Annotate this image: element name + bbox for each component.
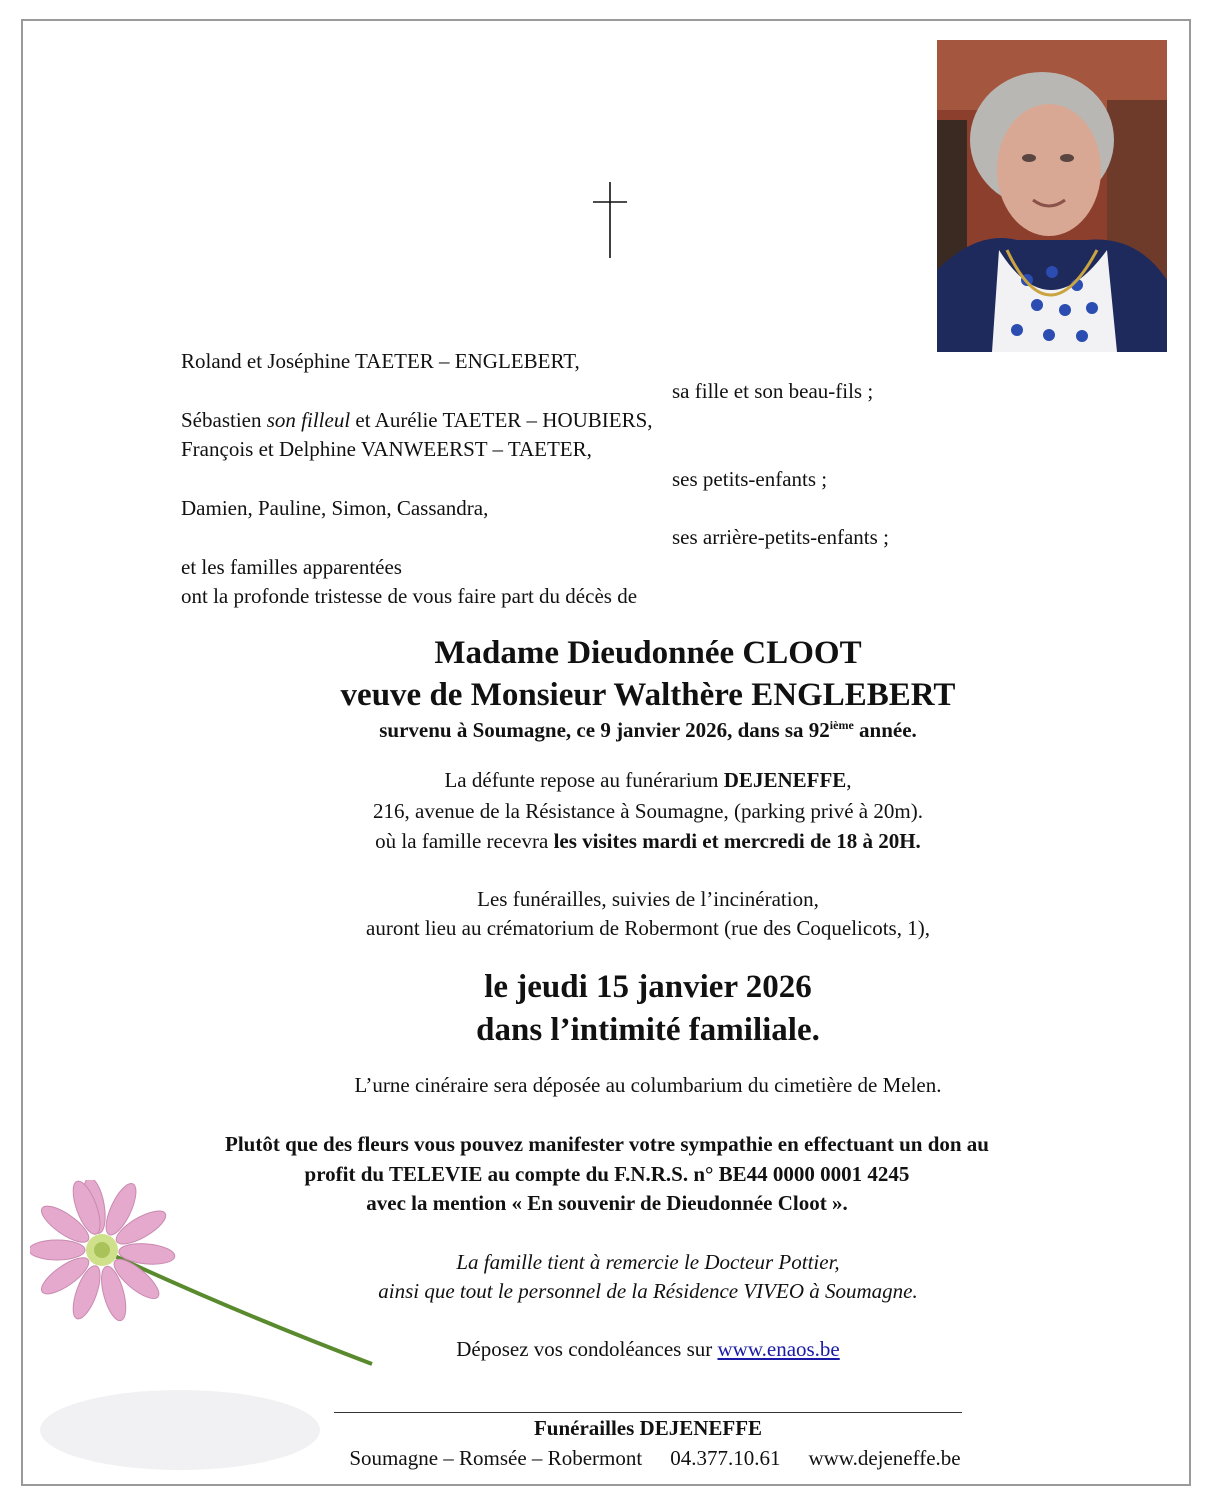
portrait-photo (937, 40, 1167, 352)
relation-grandchildren: ses petits-enfants ; (672, 467, 828, 491)
visit-comma: , (846, 768, 852, 792)
footer-divider (334, 1412, 962, 1413)
footer-locations: Soumagne – Romsée – Robermont (349, 1446, 643, 1470)
visit-hours: les visites mardi et mercredi de 18 à 20H. (553, 829, 921, 853)
footer-company: Funérailles DEJENEFFE (533, 1416, 763, 1440)
funeral-home-name: DEJENEFFE (723, 768, 847, 792)
family-line-grandson (181, 406, 653, 435)
family-line-relatives: et les familles apparentées (181, 555, 402, 579)
footer-phone: 04.377.10.61 (670, 1446, 781, 1470)
footer-contact (0, 1444, 1214, 1473)
ordinal-suffix: ième (829, 718, 854, 732)
donation-line-2: profit du TELEVIE au compte du F.N.R.S. n° BE44 0000 0001 4245 (304, 1162, 910, 1186)
death-details (50, 718, 1214, 743)
visit-address: 216, avenue de la Résistance à Soumagne, (parking privé à 20m). (373, 799, 923, 823)
cross-icon (590, 182, 630, 260)
funeral-line-2: auront lieu au crématorium de Robermont (rue des Coquelicots, 1), (366, 916, 930, 940)
visit-line-1 (50, 766, 1214, 795)
announcement-line: ont la profonde tristesse de vous faire part du décès de (181, 584, 638, 608)
urn-text: L’urne cinéraire sera déposée au columbarium du cimetière de Melen. (354, 1073, 942, 1097)
funeral-line-1: Les funérailles, suivies de l’incinération, (477, 887, 819, 911)
deceased-spouse: veuve de Monsieur Walthère ENGLEBERT (340, 677, 956, 713)
death-text-end: année. (853, 718, 917, 742)
visit-line-3 (50, 827, 1214, 856)
relation-daughter: sa fille et son beau-fils ; (672, 379, 874, 403)
thanks-line-1: La famille tient à remercie le Docteur Pottier, (456, 1250, 840, 1274)
family-line-granddaughter: François et Delphine VANWEERST – TAETER, (181, 437, 592, 461)
death-text: survenu à Soumagne, ce 9 janvier 2026, dans sa 92 (379, 718, 830, 742)
condolences-link[interactable]: www.enaos.be (717, 1337, 840, 1361)
visit-text: La défunte repose au funérarium (444, 768, 724, 792)
funeral-date: le jeudi 15 janvier 2026 (484, 969, 812, 1005)
grandson-spouse: et Aurélie TAETER – HOUBIERS, (350, 408, 653, 432)
donation-line-3: avec la mention « En souvenir de Dieudonnée Cloot ». (366, 1191, 848, 1215)
condolences-text: Déposez vos condoléances sur (456, 1337, 718, 1361)
visit-family-text: où la famille recevra (375, 829, 554, 853)
deceased-name: Madame Dieudonnée CLOOT (434, 635, 862, 671)
funeral-intimacy: dans l’intimité familiale. (476, 1012, 820, 1048)
relation-great-grandchildren: ses arrière-petits-enfants ; (672, 525, 889, 549)
grandson-name: Sébastien (181, 408, 267, 432)
donation-line-1: Plutôt que des fleurs vous pouvez manifester votre sympathie en effectuant un don au (225, 1132, 989, 1156)
condolences-line (50, 1335, 1214, 1364)
family-line-great-grandchildren: Damien, Pauline, Simon, Cassandra, (181, 496, 489, 520)
footer-website[interactable]: www.dejeneffe.be (808, 1446, 961, 1470)
thanks-line-2: ainsi que tout le personnel de la Résidence VIVEO à Soumagne. (378, 1279, 918, 1303)
godson-label: son filleul (266, 408, 351, 432)
family-line-children: Roland et Joséphine TAETER – ENGLEBERT, (181, 349, 580, 373)
